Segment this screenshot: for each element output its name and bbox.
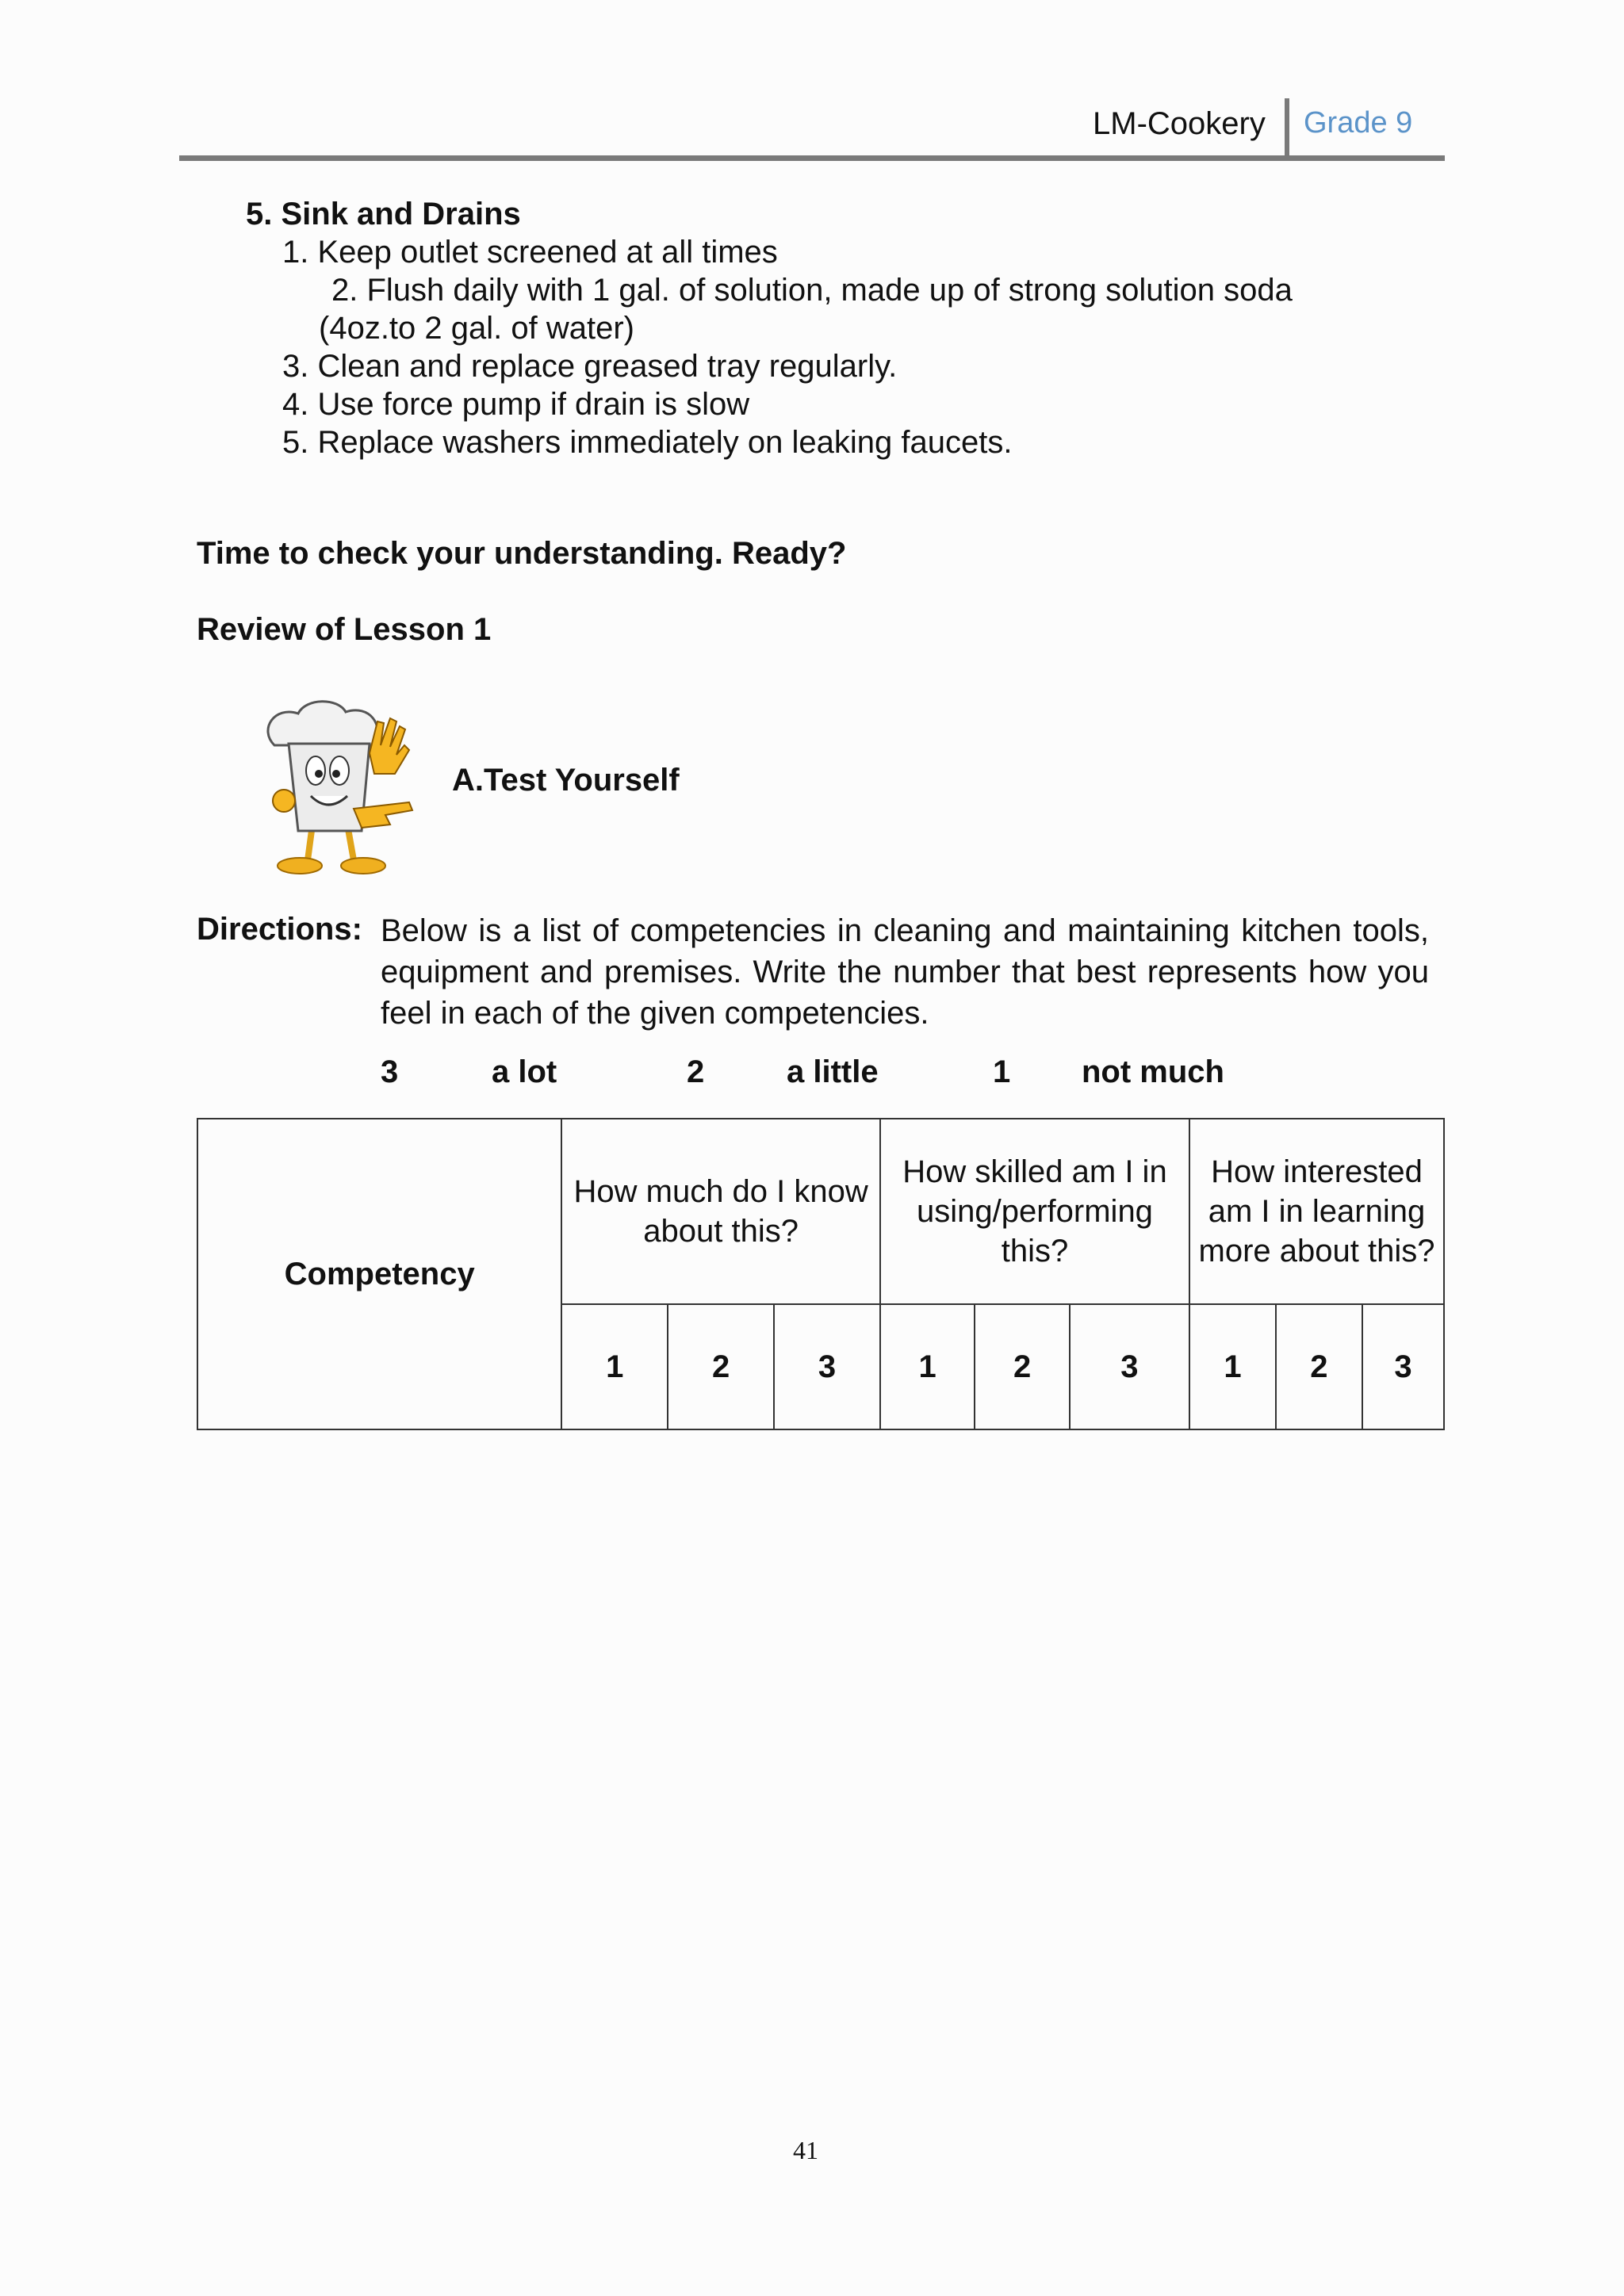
scale-value-3: 3 [381, 1054, 399, 1089]
skilled-header [880, 1119, 1189, 1304]
directions-label: Directions: [197, 912, 362, 947]
competency-header-label: Competency [284, 1257, 475, 1292]
review-heading: Review of Lesson 1 [197, 612, 492, 647]
header-rule [179, 155, 1445, 161]
interested-rating-1[interactable]: 1 [1189, 1304, 1276, 1429]
know-rating-1[interactable]: 1 [561, 1304, 668, 1429]
scale-label-a-lot: a lot [492, 1054, 557, 1089]
scale-label-a-little: a little [787, 1054, 879, 1089]
competency-table [197, 1118, 1445, 1430]
header-title: LM-Cookery [1093, 106, 1266, 141]
sink-item-3: 3. Clean and replace greased tray regularly. [282, 349, 898, 384]
scale-value-2: 2 [687, 1054, 705, 1089]
check-understanding-heading: Time to check your understanding. Ready? [197, 536, 847, 571]
directions-text: Below is a list of competencies in cleaning and maintaining kitchen tools, equipment and premises. Write the number that best represents how you feel in each of the given competencies. [381, 913, 1429, 1031]
scale-value-1: 1 [993, 1054, 1011, 1089]
chef-hat-mascot-icon [251, 698, 425, 882]
sink-section-heading: 5. Sink and Drains [246, 197, 521, 232]
scale-label-not-much: not much [1082, 1054, 1224, 1089]
sink-item-1: 1. Keep outlet screened at all times [282, 235, 778, 270]
know-rating-2[interactable]: 2 [668, 1304, 774, 1429]
test-yourself-heading: A.Test Yourself [452, 763, 680, 798]
sink-item-4: 4. Use force pump if drain is slow [282, 387, 750, 422]
table-header-row [197, 1119, 1444, 1304]
header-divider [1285, 98, 1289, 157]
interested-rating-2[interactable]: 2 [1276, 1304, 1362, 1429]
sink-item-2-continued: (4oz.to 2 gal. of water) [319, 311, 634, 346]
skilled-rating-3[interactable]: 3 [1070, 1304, 1189, 1429]
know-header [561, 1119, 880, 1304]
skilled-rating-2[interactable]: 2 [975, 1304, 1069, 1429]
header-grade: Grade 9 [1304, 106, 1413, 140]
competency-header [197, 1119, 561, 1429]
sink-item-2: 2. Flush daily with 1 gal. of solution, made up of strong solution soda [331, 273, 1293, 308]
interested-header [1189, 1119, 1444, 1304]
page-number: 41 [793, 2136, 818, 2164]
know-header-label: How much do I know about this? [573, 1174, 868, 1249]
sink-item-5: 5. Replace washers immediately on leaking faucets. [282, 425, 1013, 460]
interested-rating-3[interactable]: 3 [1362, 1304, 1444, 1429]
skilled-rating-1[interactable]: 1 [880, 1304, 975, 1429]
know-rating-3[interactable]: 3 [774, 1304, 880, 1429]
interested-header-label: How interested am I in learning more about this? [1198, 1154, 1435, 1269]
skilled-header-label: How skilled am I in using/performing this? [902, 1154, 1167, 1269]
